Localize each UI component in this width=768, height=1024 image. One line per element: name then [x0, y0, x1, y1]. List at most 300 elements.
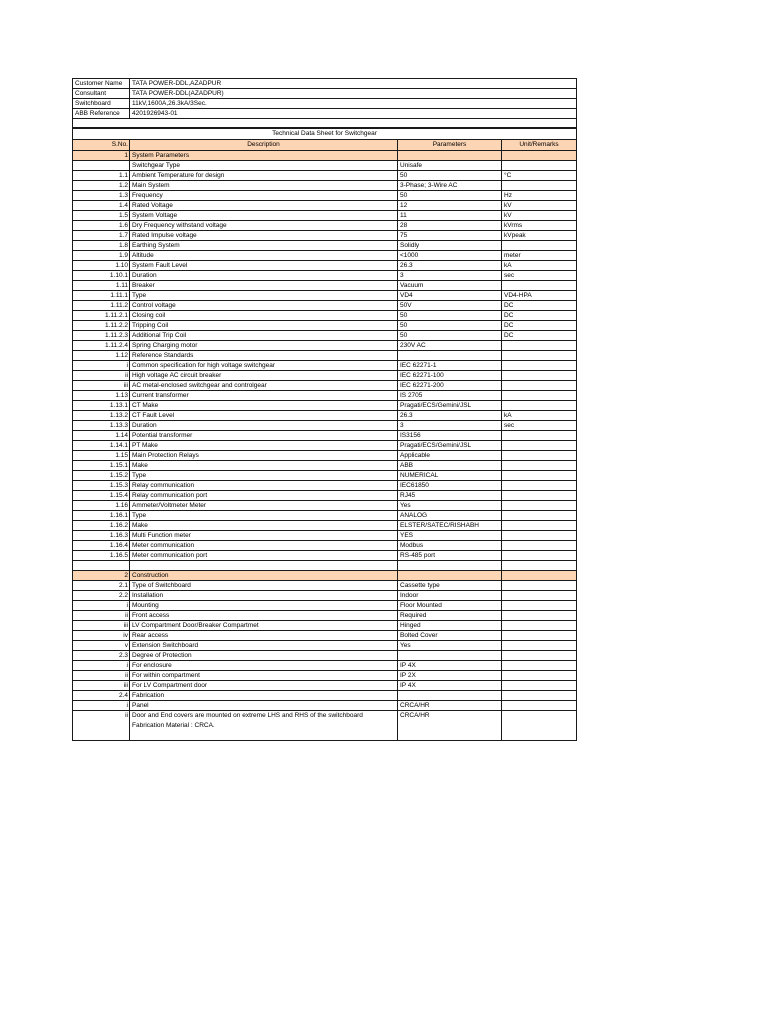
table-row: [73, 371, 577, 381]
table-row: [73, 201, 577, 211]
table-row: [73, 261, 577, 271]
row-parameter: Cassette type: [398, 581, 502, 591]
row-unit: [502, 341, 577, 351]
row-sno: ii: [73, 671, 130, 681]
table-row: [73, 271, 577, 281]
row-parameter: IEC61850: [398, 481, 502, 491]
row-parameter: 50: [398, 171, 502, 181]
row-unit: kA: [502, 411, 577, 421]
row-description: Front access: [130, 611, 398, 621]
row-description: Ambient Temperature for design: [130, 171, 398, 181]
row-description: Switchgear Type: [130, 161, 398, 171]
row-sno: 1.11.2.3: [73, 331, 130, 341]
table-row: [73, 221, 577, 231]
row-parameter: IP 4X: [398, 661, 502, 671]
row-description: Fabrication: [130, 691, 398, 701]
row-description: Main Protection Relays: [130, 451, 398, 461]
row-description: Type of Switchboard: [130, 581, 398, 591]
row-sno: 2.4: [73, 691, 130, 701]
row-unit: [502, 391, 577, 401]
row-parameter: Hinged: [398, 621, 502, 631]
row-description: Extension Switchboard: [130, 641, 398, 651]
row-description: Altitude: [130, 251, 398, 261]
row-unit: [502, 571, 577, 581]
row-parameter: 26.3: [398, 411, 502, 421]
table-row: [73, 391, 577, 401]
row-unit: [502, 701, 577, 711]
row-unit: [502, 481, 577, 491]
row-sno: 1.16.5: [73, 551, 130, 561]
row-unit: sec: [502, 271, 577, 281]
row-sno: 1.13.2: [73, 411, 130, 421]
row-sno: 2.2: [73, 591, 130, 601]
row-description: Rated Voltage: [130, 201, 398, 211]
table-row: [73, 611, 577, 621]
row-sno: 1.11: [73, 281, 130, 291]
table-row: [73, 521, 577, 531]
row-sno: 1.10.1: [73, 271, 130, 281]
row-description: [130, 711, 398, 741]
info-label: ABB Reference: [73, 109, 130, 119]
table-row: [73, 711, 577, 741]
row-sno: [73, 561, 130, 571]
table-row: [73, 671, 577, 681]
row-unit: DC: [502, 321, 577, 331]
row-description-line: Fabrication Material : CRCA.: [132, 721, 215, 729]
row-sno: 1.15: [73, 451, 130, 461]
row-unit: [502, 161, 577, 171]
row-description: Frequency: [130, 191, 398, 201]
row-sno: i: [73, 661, 130, 671]
row-parameter: 50V: [398, 301, 502, 311]
table-row: [73, 491, 577, 501]
table-row: [73, 351, 577, 361]
table-row: [73, 591, 577, 601]
row-unit: [502, 651, 577, 661]
row-description: Type: [130, 511, 398, 521]
table-row: [73, 281, 577, 291]
row-sno: 1.16.2: [73, 521, 130, 531]
table-row: [73, 401, 577, 411]
row-parameter: Unisafe: [398, 161, 502, 171]
row-unit: [502, 351, 577, 361]
row-description: Panel: [130, 701, 398, 711]
row-unit: [502, 551, 577, 561]
table-row: [73, 361, 577, 371]
row-unit: meter: [502, 251, 577, 261]
row-sno: 1.9: [73, 251, 130, 261]
table-row: [73, 551, 577, 561]
row-unit: [502, 641, 577, 651]
row-description: Breaker: [130, 281, 398, 291]
row-sno: 1.16.1: [73, 511, 130, 521]
row-description: Meter communication port: [130, 551, 398, 561]
row-description: Tripping Coil: [130, 321, 398, 331]
row-unit: [502, 491, 577, 501]
column-header-sno: S.No.: [73, 140, 130, 151]
row-parameter: [398, 691, 502, 701]
row-sno: 1.8: [73, 241, 130, 251]
row-description: Current transformer: [130, 391, 398, 401]
row-description: Additional Trip Coil: [130, 331, 398, 341]
row-sno: 1.11.2.2: [73, 321, 130, 331]
row-sno: 1.7: [73, 231, 130, 241]
row-unit: sec: [502, 421, 577, 431]
row-sno: 1.1: [73, 171, 130, 181]
row-description: [130, 561, 398, 571]
table-row: [73, 431, 577, 441]
table-row: [73, 541, 577, 551]
row-unit: [502, 691, 577, 701]
row-description: Type: [130, 471, 398, 481]
row-parameter: NUMERICAL: [398, 471, 502, 481]
row-unit: [502, 371, 577, 381]
row-parameter: Indoor: [398, 591, 502, 601]
row-unit: DC: [502, 311, 577, 321]
row-sno: 1.10: [73, 261, 130, 271]
row-description: Relay communication: [130, 481, 398, 491]
column-header-row: [73, 140, 577, 151]
row-parameter: 3: [398, 271, 502, 281]
row-unit: [502, 671, 577, 681]
row-description: System Voltage: [130, 211, 398, 221]
row-unit: [502, 621, 577, 631]
row-unit: kV: [502, 201, 577, 211]
table-row: [73, 651, 577, 661]
row-description: Meter communication: [130, 541, 398, 551]
row-unit: DC: [502, 301, 577, 311]
row-description: System Parameters: [130, 151, 398, 161]
row-description: Common specification for high voltage switchgear: [130, 361, 398, 371]
row-description: Control voltage: [130, 301, 398, 311]
row-description: Dry Frequency withstand voltage: [130, 221, 398, 231]
row-sno: 1.12: [73, 351, 130, 361]
table-row: [73, 231, 577, 241]
row-unit: kVpeak: [502, 231, 577, 241]
row-parameter: 3: [398, 421, 502, 431]
row-parameter: 230V AC: [398, 341, 502, 351]
row-parameter: IS3156: [398, 431, 502, 441]
column-header-unit: Unit/Remarks: [502, 140, 577, 151]
table-row: [73, 241, 577, 251]
row-description: CT Fault Level: [130, 411, 398, 421]
row-unit: [502, 531, 577, 541]
table-row: [73, 441, 577, 451]
row-parameter: CRCA/HR: [398, 711, 502, 741]
row-sno: iv: [73, 631, 130, 641]
row-parameter: 28: [398, 221, 502, 231]
row-unit: °C: [502, 171, 577, 181]
section-row: [73, 571, 577, 581]
row-unit: [502, 361, 577, 371]
row-sno: i: [73, 601, 130, 611]
row-parameter: CRCA/HR: [398, 701, 502, 711]
row-parameter: Solidly: [398, 241, 502, 251]
row-description: High voltage AC circuit breaker: [130, 371, 398, 381]
table-row: [73, 461, 577, 471]
row-description: Type: [130, 291, 398, 301]
row-description: Duration: [130, 421, 398, 431]
row-sno: v: [73, 641, 130, 651]
row-unit: [502, 401, 577, 411]
row-description: Multi Function meter: [130, 531, 398, 541]
title-row: [73, 129, 577, 140]
table-row: [73, 331, 577, 341]
row-description: Ammeter/Voltmeter Meter: [130, 501, 398, 511]
info-row-customer: [73, 79, 577, 89]
row-unit: [502, 681, 577, 691]
row-sno: 1.14: [73, 431, 130, 441]
row-sno: iii: [73, 681, 130, 691]
row-unit: [502, 471, 577, 481]
row-sno: 2.1: [73, 581, 130, 591]
table-row: [73, 471, 577, 481]
info-row-abb-reference: [73, 109, 577, 119]
row-description: Mounting: [130, 601, 398, 611]
row-parameter: ELSTER/SATEC/RISHABH: [398, 521, 502, 531]
row-parameter: IEC 62271-100: [398, 371, 502, 381]
info-label: Switchboard: [73, 99, 130, 109]
row-sno: 1.13: [73, 391, 130, 401]
table-row: [73, 661, 577, 671]
table-row: [73, 341, 577, 351]
technical-data-sheet: [72, 78, 577, 741]
row-parameter: 50: [398, 331, 502, 341]
row-description: Potential transformer: [130, 431, 398, 441]
table-row: [73, 411, 577, 421]
row-description: Reference Standards: [130, 351, 398, 361]
row-parameter: [398, 571, 502, 581]
row-sno: 1: [73, 151, 130, 161]
info-label: Customer Name: [73, 79, 130, 89]
table-row: [73, 421, 577, 431]
row-sno: i: [73, 361, 130, 371]
row-sno: 1.11.1: [73, 291, 130, 301]
row-unit: [502, 511, 577, 521]
row-parameter: Applicable: [398, 451, 502, 461]
row-unit: [502, 501, 577, 511]
row-parameter: IEC 62271-200: [398, 381, 502, 391]
row-parameter: ABB: [398, 461, 502, 471]
sheet-title: Technical Data Sheet for Switchgear: [73, 129, 577, 140]
table-row: [73, 581, 577, 591]
table-row: [73, 211, 577, 221]
row-sno: 1.13.3: [73, 421, 130, 431]
row-parameter: IP 2X: [398, 671, 502, 681]
row-parameter: IS 2705: [398, 391, 502, 401]
row-sno: ii: [73, 371, 130, 381]
row-parameter: Floor Mounted: [398, 601, 502, 611]
table-row: [73, 511, 577, 521]
row-unit: [502, 611, 577, 621]
table-row: [73, 291, 577, 301]
info-value: TATA POWER-DDL,AZADPUR: [130, 79, 577, 89]
table-row: [73, 251, 577, 261]
row-unit: [502, 601, 577, 611]
row-parameter: Yes: [398, 641, 502, 651]
table-row: [73, 681, 577, 691]
row-sno: 1.4: [73, 201, 130, 211]
row-parameter: Bolted Cover: [398, 631, 502, 641]
row-sno: 1.15.2: [73, 471, 130, 481]
table-row: [73, 321, 577, 331]
row-unit: [502, 711, 577, 741]
separator-cell: [73, 119, 577, 129]
row-description: Make: [130, 461, 398, 471]
row-parameter: VD4: [398, 291, 502, 301]
column-header-description: Description: [130, 140, 398, 151]
info-row-consultant: [73, 89, 577, 99]
row-unit: kA: [502, 261, 577, 271]
row-description-line: Door and End covers are mounted on extreme LHS and RHS of the switchboard: [132, 712, 363, 719]
row-unit: [502, 441, 577, 451]
row-sno: 1.11.2.1: [73, 311, 130, 321]
row-parameter: [398, 151, 502, 161]
row-parameter: 3-Phase; 3-Wire AC: [398, 181, 502, 191]
row-parameter: [398, 351, 502, 361]
row-unit: kV: [502, 211, 577, 221]
row-sno: 1.11.2: [73, 301, 130, 311]
row-sno: 1.16.3: [73, 531, 130, 541]
column-header-parameters: Parameters: [398, 140, 502, 151]
row-description: Duration: [130, 271, 398, 281]
row-unit: [502, 631, 577, 641]
row-unit: DC: [502, 331, 577, 341]
row-description: PT Make: [130, 441, 398, 451]
row-description: Installation: [130, 591, 398, 601]
row-parameter: <1000: [398, 251, 502, 261]
row-unit: [502, 461, 577, 471]
row-sno: 1.2: [73, 181, 130, 191]
row-description: Make: [130, 521, 398, 531]
row-description: Construction: [130, 571, 398, 581]
row-description: LV Compartment Door/Breaker Compartmet: [130, 621, 398, 631]
row-description: For LV Compartment door: [130, 681, 398, 691]
row-sno: 1.5: [73, 211, 130, 221]
row-sno: [73, 161, 130, 171]
info-label: Consultant: [73, 89, 130, 99]
row-unit: kVrms: [502, 221, 577, 231]
row-description: Earthing System: [130, 241, 398, 251]
row-parameter: 50: [398, 311, 502, 321]
row-sno: iii: [73, 621, 130, 631]
row-description: Relay communication port: [130, 491, 398, 501]
info-value: TATA POWER-DDL(AZADPUR): [130, 89, 577, 99]
table-row: [73, 171, 577, 181]
table-row: [73, 191, 577, 201]
row-sno: 1.16: [73, 501, 130, 511]
row-unit: [502, 181, 577, 191]
row-parameter: 26.3: [398, 261, 502, 271]
table-row: [73, 641, 577, 651]
row-sno: 1.6: [73, 221, 130, 231]
table-row: [73, 631, 577, 641]
row-sno: ii: [73, 711, 130, 741]
table-row: [73, 451, 577, 461]
row-unit: [502, 591, 577, 601]
table-row: [73, 701, 577, 711]
row-description: System Fault Level: [130, 261, 398, 271]
row-description: For enclosure: [130, 661, 398, 671]
row-unit: [502, 151, 577, 161]
table-row: [73, 501, 577, 511]
row-description: Closing coil: [130, 311, 398, 321]
row-description: Rated Impulse voltage: [130, 231, 398, 241]
table-row: [73, 161, 577, 171]
row-parameter: Modbus: [398, 541, 502, 551]
info-value: 4201926943-01: [130, 109, 577, 119]
row-sno: 1.11.2.4: [73, 341, 130, 351]
row-parameter: 50: [398, 191, 502, 201]
row-unit: [502, 581, 577, 591]
row-sno: 1.3: [73, 191, 130, 201]
row-description: Degree of Protection: [130, 651, 398, 661]
row-sno: 1.15.1: [73, 461, 130, 471]
row-description: Spring Charging motor: [130, 341, 398, 351]
row-parameter: [398, 561, 502, 571]
table-row: [73, 301, 577, 311]
row-parameter: Yes: [398, 501, 502, 511]
row-sno: 1.16.4: [73, 541, 130, 551]
row-sno: 2: [73, 571, 130, 581]
row-sno: 1.15.3: [73, 481, 130, 491]
row-parameter: 50: [398, 321, 502, 331]
row-sno: 1.13.1: [73, 401, 130, 411]
row-sno: ii: [73, 611, 130, 621]
row-parameter: YES: [398, 531, 502, 541]
row-unit: [502, 381, 577, 391]
table-row: [73, 531, 577, 541]
info-value: 11kV,1600A,26.3kA/3Sec.: [130, 99, 577, 109]
table-row: [73, 481, 577, 491]
separator-row: [73, 119, 577, 129]
row-parameter: Pragati/ECS/Gemini/JSL: [398, 401, 502, 411]
row-sno: 1.15.4: [73, 491, 130, 501]
row-unit: [502, 661, 577, 671]
row-parameter: Vacuum: [398, 281, 502, 291]
row-parameter: ANALOG: [398, 511, 502, 521]
row-unit: VD4-HPA: [502, 291, 577, 301]
table-row: [73, 621, 577, 631]
row-parameter: IEC 62271-1: [398, 361, 502, 371]
table-body: [73, 151, 577, 741]
row-parameter: Required: [398, 611, 502, 621]
row-description: Rear access: [130, 631, 398, 641]
row-parameter: RS-485 port: [398, 551, 502, 561]
blank-row: [73, 561, 577, 571]
row-unit: [502, 521, 577, 531]
row-sno: i: [73, 701, 130, 711]
row-description: Main System: [130, 181, 398, 191]
info-row-switchboard: [73, 99, 577, 109]
table-row: [73, 601, 577, 611]
row-unit: Hz: [502, 191, 577, 201]
row-parameter: IP 4X: [398, 681, 502, 691]
row-description: For within compartment: [130, 671, 398, 681]
table-row: [73, 311, 577, 321]
row-unit: [502, 241, 577, 251]
row-parameter: 12: [398, 201, 502, 211]
table-row: [73, 381, 577, 391]
row-parameter: 11: [398, 211, 502, 221]
row-parameter: Pragati/ECS/Gemini/JSL: [398, 441, 502, 451]
row-parameter: [398, 651, 502, 661]
row-description: CT Make: [130, 401, 398, 411]
row-sno: iii: [73, 381, 130, 391]
table-row: [73, 181, 577, 191]
row-unit: [502, 281, 577, 291]
section-row: [73, 151, 577, 161]
